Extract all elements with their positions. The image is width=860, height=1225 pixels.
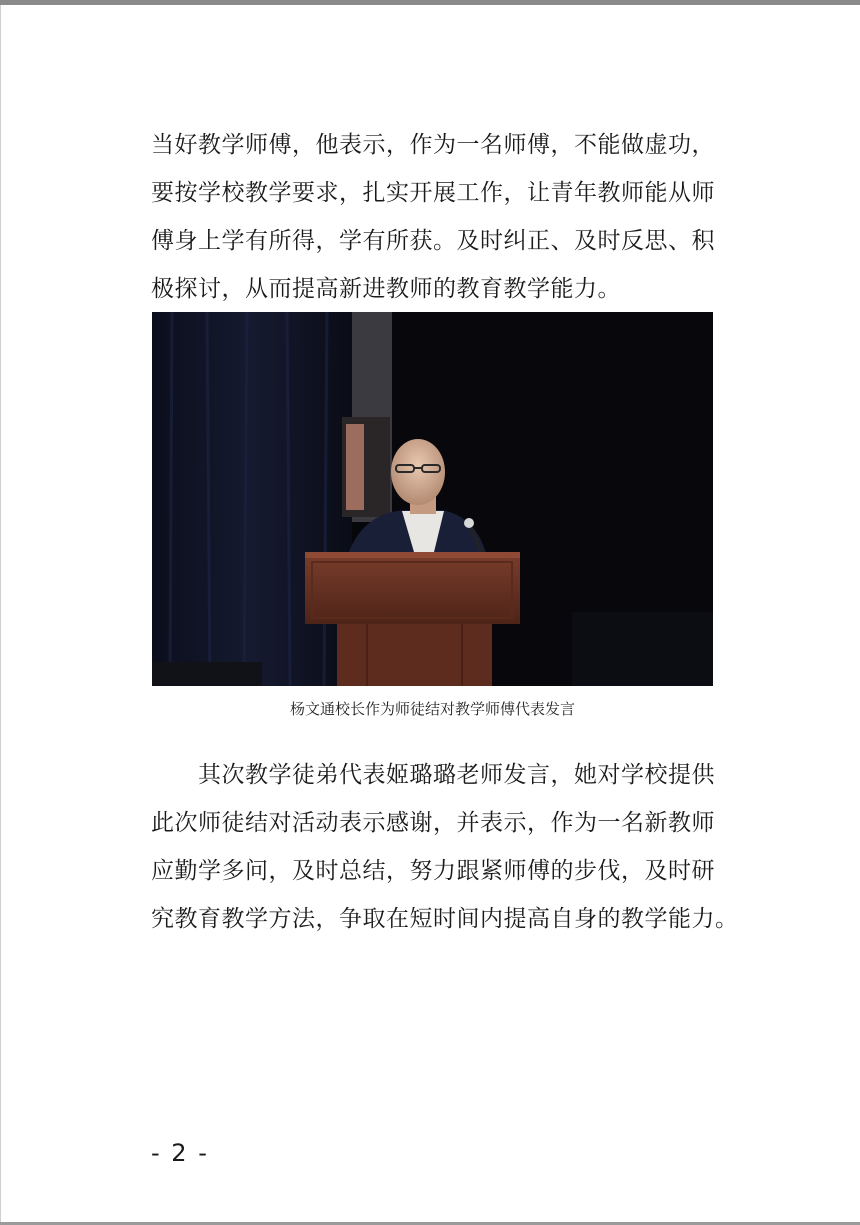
page-number: - 2 - [151, 1139, 209, 1167]
paragraph-1-line: 极探讨，从而提高新进教师的教育教学能力。 [151, 276, 621, 302]
paragraph-1 [151, 121, 723, 313]
paragraph-2-line: 应勤学多问，及时总结，努力跟紧师傅的步伐，及时研 [151, 858, 715, 884]
paragraph-2 [151, 751, 739, 943]
speaker-at-podium-illustration [152, 312, 713, 686]
speaker-photo [152, 312, 713, 686]
paragraph-1-line: 当好教学师傅，他表示，作为一名师傅，不能做虚功， [151, 132, 715, 158]
page-top-border [0, 0, 860, 5]
paragraph-1-line: 傅身上学有所得，学有所获。及时纠正、及时反思、积 [151, 228, 715, 254]
paragraph-1-line: 要按学校教学要求，扎实开展工作，让青年教师能从师 [151, 180, 715, 206]
paragraph-2-line: 其次教学徒弟代表姬璐璐老师发言，她对学校提供 [151, 762, 715, 788]
page-left-border [0, 5, 1, 1222]
photo-caption: 杨文通校长作为师徒结对教学师傅代表发言 [289, 700, 575, 718]
paragraph-2-line: 究教育教学方法，争取在短时间内提高自身的教学能力。 [151, 906, 739, 932]
paragraph-2-line: 此次师徒结对活动表示感谢，并表示，作为一名新教师 [151, 810, 715, 836]
